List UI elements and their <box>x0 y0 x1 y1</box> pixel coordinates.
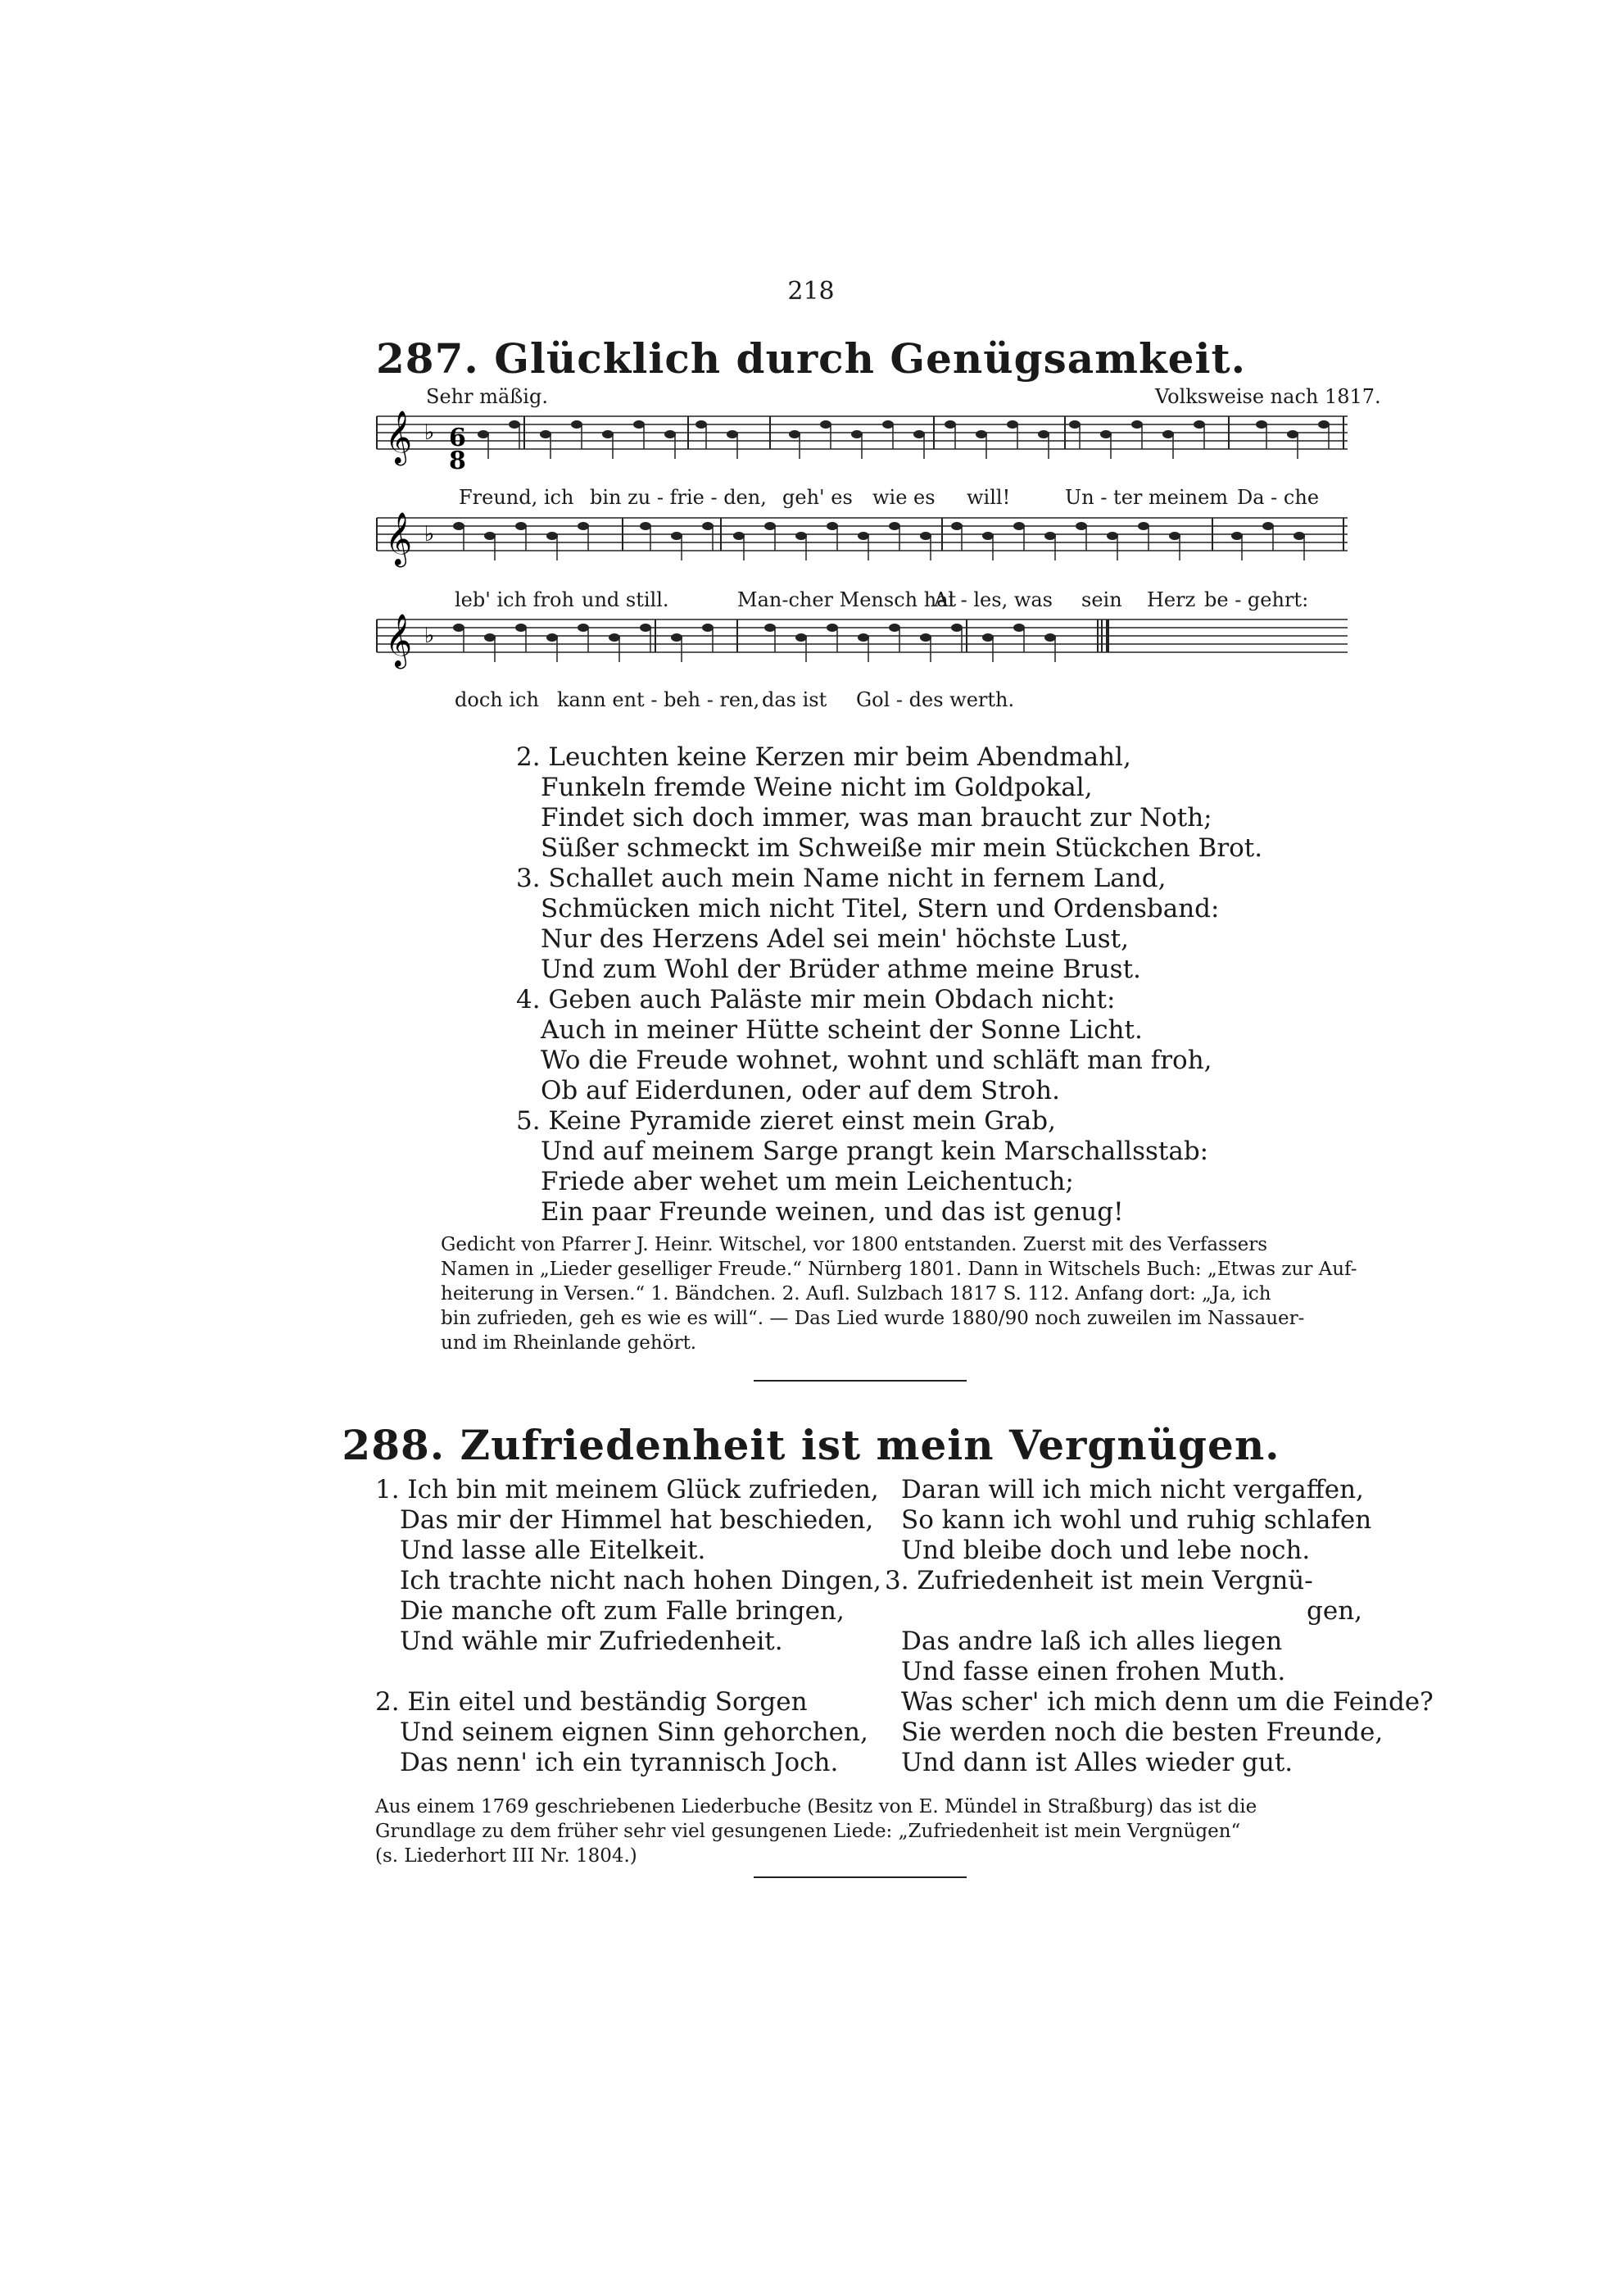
stanza-line: Das andre laß ich alles liegen <box>901 1627 1283 1656</box>
treble-clef-icon: 𝄞 <box>385 512 413 565</box>
note-head <box>1262 522 1274 530</box>
note-head <box>515 522 527 530</box>
note-head <box>976 430 987 438</box>
stanza-line: Und seinem eignen Sinn gehorchen, <box>400 1717 868 1747</box>
note-line: bin zufrieden, geh es wie es will“. — Das Lied wurde 1880/90 noch zuweilen im Nassauer- <box>441 1308 1305 1329</box>
note-head <box>1231 532 1243 540</box>
note-head <box>1076 522 1087 530</box>
song-288-title: Zufriedenheit ist mein Vergnügen. <box>460 1421 1280 1469</box>
note-head <box>951 522 963 530</box>
note-head <box>1131 420 1143 429</box>
lyric-syllable: bin zu - frie - den, <box>590 486 767 509</box>
lyric-syllable: Al - les, was <box>934 588 1053 611</box>
note-head <box>1194 420 1205 429</box>
note-head <box>1138 522 1149 530</box>
note-line: heiterung in Versen.“ 1. Bändchen. 2. Aufl. Sulzbach 1817 S. 112. Anfang dort: „Ja, ich <box>441 1283 1271 1305</box>
note-head <box>727 430 738 438</box>
verse-line: Auch in meiner Hütte scheint der Sonne Licht. <box>541 1015 1143 1045</box>
note-head <box>478 430 489 438</box>
note-head <box>882 420 894 429</box>
note-head <box>982 633 994 642</box>
verse-line: Süßer schmeckt im Schweiße mir mein Stückchen Brot. <box>541 833 1263 863</box>
note-head <box>1044 633 1056 642</box>
note-head <box>695 420 707 429</box>
lyric-syllable: kann ent - beh - ren, <box>557 688 760 711</box>
note-head <box>640 522 651 530</box>
song-288-note <box>375 1795 1391 1868</box>
lyric-syllable: leb' ich froh <box>455 588 574 611</box>
section-divider <box>754 1380 967 1382</box>
note-head <box>540 430 551 438</box>
stanza-line: 1. Ich bin mit meinem Glück zufrieden, <box>375 1475 879 1504</box>
lyric-syllable: Da - che <box>1237 486 1320 509</box>
note-head <box>913 430 925 438</box>
time-signature-top: 6 <box>449 424 466 452</box>
stanza-line: Was scher' ich mich denn um die Feinde? <box>901 1687 1434 1717</box>
lyric-syllable: Man-cher Mensch hat <box>737 588 957 611</box>
stanza-line: Das nenn' ich ein tyrannisch Joch. <box>400 1748 839 1777</box>
note-line: Grundlage zu dem früher sehr viel gesungenen Liede: „Zufriedenheit ist mein Vergnügen“ <box>375 1821 1241 1842</box>
note-head <box>1007 420 1018 429</box>
note-head <box>1069 420 1081 429</box>
note-line: Aus einem 1769 geschriebenen Liederbuche (Besitz von E. Mündel in Straßburg) das ist die <box>375 1796 1257 1817</box>
stanza-line: Ich trachte nicht nach hohen Dingen, <box>400 1566 881 1595</box>
section-divider <box>754 1876 967 1878</box>
song-288-left-column <box>375 1475 881 1778</box>
note-head <box>858 532 869 540</box>
flat-icon: ♭ <box>424 522 435 547</box>
verse-line: Findet sich doch immer, was man braucht zur Noth; <box>541 803 1212 833</box>
note-head <box>633 420 645 429</box>
stanza-line <box>375 1657 881 1687</box>
note-line: Namen in „Lieder geselliger Freude.“ Nürnberg 1801. Dann in Witschels Buch: „Etwas zur Auf- <box>441 1259 1357 1280</box>
verse-line: Ein paar Freunde weinen, und das ist genug! <box>541 1197 1124 1227</box>
lyric-syllable: Herz <box>1147 588 1196 611</box>
note-head <box>764 624 776 632</box>
note-head <box>453 522 464 530</box>
note-head <box>578 624 589 632</box>
note-head <box>1038 430 1049 438</box>
lyric-syllable: und still. <box>582 588 669 611</box>
lyric-syllable: Gol - des werth. <box>856 688 1015 711</box>
lyric-syllable: be - gehrt: <box>1204 588 1309 611</box>
note-head <box>671 532 682 540</box>
note-head <box>889 624 900 632</box>
stanza-line: Und wähle mir Zufriedenheit. <box>400 1627 783 1656</box>
note-head <box>702 522 714 530</box>
stanza-line: Und lasse alle Eitelkeit. <box>400 1536 706 1565</box>
note-head <box>1107 532 1118 540</box>
verse-line: Wo die Freude wohnet, wohnt und schläft man froh, <box>541 1046 1212 1075</box>
note-head <box>951 624 963 632</box>
verse-line: Funkeln fremde Weine nicht im Goldpokal, <box>541 773 1093 802</box>
verse-line: Ob auf Eiderdunen, oder auf dem Stroh. <box>541 1076 1060 1105</box>
note-head <box>851 430 863 438</box>
lyric-syllable: sein <box>1081 588 1122 611</box>
song-287-verses <box>516 742 1262 1227</box>
note-head <box>795 633 807 642</box>
note-head <box>827 624 838 632</box>
note-head <box>795 532 807 540</box>
note-head <box>602 430 614 438</box>
note-head <box>671 633 682 642</box>
lyric-syllable: wie es <box>872 486 936 509</box>
verse-line: Schmücken mich nicht Titel, Stern und Ordensband: <box>541 894 1220 923</box>
song-288-number: 288. <box>342 1421 446 1469</box>
note-head <box>789 430 800 438</box>
lyric-syllable: geh' es <box>782 486 853 509</box>
note-head <box>1100 430 1112 438</box>
note-head <box>920 633 931 642</box>
stanza-line: gen, <box>1307 1596 1363 1626</box>
song-287-note <box>441 1232 1375 1355</box>
stanza-line: Das mir der Himmel hat beschieden, <box>400 1505 874 1535</box>
note-line: und im Rheinlande gehört. <box>441 1332 697 1354</box>
note-head <box>858 633 869 642</box>
lyric-syllable: Un - ter meinem <box>1065 486 1229 509</box>
note-line: (s. Liederhort III Nr. 1804.) <box>375 1845 637 1867</box>
time-signature-bottom: 8 <box>449 447 466 475</box>
song-287-heading <box>0 334 1622 383</box>
note-head <box>640 624 651 632</box>
stanza-line: Und fasse einen frohen Muth. <box>901 1657 1286 1686</box>
note-head <box>509 420 520 429</box>
note-head <box>1318 420 1330 429</box>
verse-line: 4. Geben auch Paläste mir mein Obdach nicht: <box>516 985 1116 1014</box>
stanza-line: Sie werden noch die besten Freunde, <box>901 1717 1384 1747</box>
note-head <box>945 420 956 429</box>
verse-line: 3. Schallet auch mein Name nicht in fernem Land, <box>516 864 1167 893</box>
note-head <box>484 532 496 540</box>
stanza-line: Und bleibe doch und lebe noch. <box>901 1536 1311 1565</box>
stanza-line: Die manche oft zum Falle bringen, <box>400 1596 845 1626</box>
lyric-syllable: will! <box>967 486 1011 509</box>
verse-line: Friede aber wehet um mein Leichentuch; <box>541 1167 1074 1196</box>
melody-source: Volksweise nach 1817. <box>1155 385 1381 408</box>
note-head <box>733 532 745 540</box>
lyric-syllable: Freund, ich <box>459 486 574 509</box>
note-head <box>1287 430 1298 438</box>
treble-clef-icon: 𝄞 <box>385 614 413 667</box>
stanza-line: 3. Zufriedenheit ist mein Vergnü- <box>885 1566 1313 1595</box>
tempo-marking: Sehr mäßig. <box>426 385 548 408</box>
note-head <box>1162 430 1174 438</box>
note-head <box>1256 420 1267 429</box>
note-head <box>609 633 620 642</box>
note-head <box>827 522 838 530</box>
note-head <box>889 522 900 530</box>
note-head <box>664 430 676 438</box>
stanza-line: So kann ich wohl und ruhig schlafen <box>901 1505 1372 1535</box>
verse-line: Und zum Wohl der Brüder athme meine Brust. <box>541 955 1141 984</box>
stanza-line: 2. Ein eitel und beständig Sorgen <box>375 1687 808 1717</box>
note-head <box>1044 532 1056 540</box>
note-head <box>453 624 464 632</box>
flat-icon: ♭ <box>424 624 435 648</box>
note-head <box>982 532 994 540</box>
note-head <box>920 532 931 540</box>
song-287-number: 287. <box>376 334 479 383</box>
note-head <box>1013 522 1025 530</box>
song-288-right-column <box>885 1475 1434 1778</box>
note-head <box>820 420 831 429</box>
song-287-title: Glücklich durch Genügsamkeit. <box>494 334 1246 383</box>
stanza-line: Und dann ist Alles wieder gut. <box>901 1748 1294 1777</box>
note-head <box>1169 532 1180 540</box>
lyric-syllable: das ist <box>762 688 827 711</box>
note-head <box>1013 624 1025 632</box>
treble-clef-icon: 𝄞 <box>385 411 413 464</box>
lyric-syllable: doch ich <box>455 688 539 711</box>
note-head <box>764 522 776 530</box>
note-head <box>578 522 589 530</box>
stanza-line: Daran will ich mich nicht vergaffen, <box>901 1475 1364 1504</box>
note-head <box>571 420 582 429</box>
verse-line: Und auf meinem Sarge prangt kein Marschallsstab: <box>541 1137 1209 1166</box>
note-head <box>515 624 527 632</box>
verse-line: 2. Leuchten keine Kerzen mir beim Abendmahl, <box>516 742 1131 772</box>
note-head <box>702 624 714 632</box>
verse-line: Nur des Herzens Adel sei mein' höchste Lust, <box>541 924 1129 954</box>
note-head <box>546 633 558 642</box>
song-288-heading <box>0 1421 1622 1469</box>
verse-line: 5. Keine Pyramide zieret einst mein Grab, <box>516 1106 1056 1136</box>
note-head <box>1294 532 1305 540</box>
note-line: Gedicht von Pfarrer J. Heinr. Witschel, vor 1800 entstanden. Zuerst mit des Verfassers <box>441 1234 1268 1255</box>
flat-icon: ♭ <box>424 420 435 445</box>
note-head <box>546 532 558 540</box>
note-head <box>484 633 496 642</box>
page-number: 218 <box>787 277 835 306</box>
